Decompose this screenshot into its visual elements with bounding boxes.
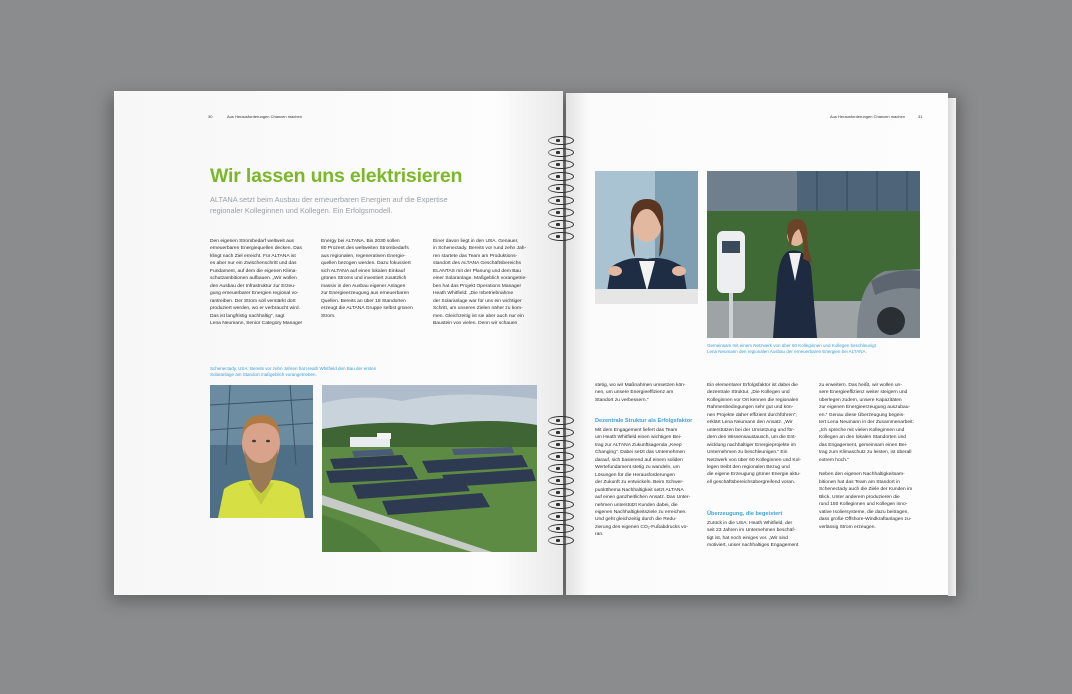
portrait-photo-heath-whitfield	[210, 385, 313, 518]
portrait-photo-lena-neumann	[595, 171, 698, 304]
heading-ueberzeugung: Überzeugung, die begeistert	[707, 511, 783, 517]
right-column-2-tail: Zurück in die USA: Heath Whitfield, der seit 23 Jahren im Unternehmen beschäf- tigt ist, hat noch einiges vor. „Wir sind motiviert, unser nachhaltiges Engagement	[707, 521, 799, 549]
left-page-number: 30	[208, 114, 213, 119]
left-column-2: Energy bei ALTANA. Bis 2030 sollen 80 Prozent des weltweiten Strombedarfs aus regionalen, regenerativen Energie- quellen bezogen werden. Dazu fokussiert sich ALTANA auf einen lokalen Einkauf grünen Stroms und investiert zusätzlich massiv in den Ausbau eigener Anlagen zur Energieerzeugung aus erneuerbaren Quellen. Bereits an über 18 Standorten erzeugt die ALTANA Gruppe selbst grünen Strom.	[321, 239, 413, 319]
article-title: Wir lassen uns elektrisieren	[210, 165, 463, 187]
right-column-1-body: Mit dem Engagement liefert das Team um Heath Whitfield einen wichtigen Bei- trag zur ALTANA Zukunftsagenda „Keep Changing“. Dabei setzt das Unternehmen darauf, sich basierend auf einem soliden Wertefundament stetig zu wandeln, um Lösungen für die Herausforderungen der Zukunft zu entwickeln. Beim Schwer- punktthema Nachhaltigkeit setzt ALTANA auf einen ganzheitlichen Ansatz. Das Unter- nehmen unterstützt Kunden dabei, die eigenen Nachhaltigkeitsziele zu erreichen. Und geht gleichzeitig durch die Redu- zierung des eigenen CO₂-Fußabdrucks vo- ran.	[595, 428, 691, 538]
solar-farm-aerial-photo	[322, 385, 537, 552]
article-subtitle: ALTANA setzt beim Ausbau der erneuerbaren Energien auf die Expertise regionaler Kolleginnen und Kollegen. Ein Erfolgsmodell.	[210, 195, 448, 215]
page-stack-edge	[948, 98, 956, 596]
left-column-1: Den eigenen Strombedarf weltweit aus erneuerbaren Energiequellen decken. Das klingt nach Ziel erreicht. Für ALTANA ist es aber nur ein Zwischenschritt und das Fundament, auf dem die eigenen Klima- schutzambitionen aufbauen. „Wir wollen den Ausbau der Infrastruktur zur Erzeu- gung erneuerbarer Energien regional vo- rantreiben. Der Strom soll verstärkt dort produziert werden, wo er verbraucht wird. Das ist langfristig nachhaltig“, sagt Lena Neumann, Senior Category Manager	[210, 239, 303, 326]
right-page	[566, 93, 948, 595]
right-column-2-body: Ein elementarer Erfolgsfaktor ist dabei die dezentrale Struktur. „Die Kollegen und Kolleginnen vor Ort kennen die regionalen Rahmenbedingungen sehr gut und kön- nen Projekte daher effizient durchführen“, erklärt Lena Neumann den Ansatz. „Wir unterstützen bei der Umsetzung und för- dern den Wissensaustausch, um die Ent- wicklung nachhaltiger Energieprojekte im Unternehmen zu beschleunigen.“ Ein Netzwerk von über 60 Kolleginnen und Kol- legen treibt den regionalen Bezug und die eigene Erzeugung grüner Energie aktu- ell geschäftsbereichsübergreifend voran.	[707, 383, 802, 485]
right-column-1-intro: stetig, wo wir Maßnahmen umsetzen kön- nen, um unsere Energieeffizienz am Standort zu verbessern.“	[595, 383, 686, 403]
left-photo-caption: Schenectady, USA: Bereits vor zehn Jahren hat Heath Whitfield den Bau der ersten Solaranlage am Standort maßgeblich vorangetrieben.	[210, 366, 377, 378]
right-page-number: 31	[918, 114, 923, 119]
left-column-3: Einer davon liegt in den USA. Genauer, in Schenectady. Bereits vor rund zehn Jah- ren startete das Team am Produktions- standort des ALTANA Geschäftsbereichs ELANTAS mit der Planung und dem Bau einer Solaranlage. Maßgeblich vorangetrie- ben hat das Projekt Operations Manager Heath Whitfield: „Die Inbetriebnahme der Solaranlage war für uns ein wichtiger Schritt, um unseren Zielen näher zu kom- men. Gleichzeitig ist sie aber auch nur ein Baustein von vielen. Denn wir schauen	[433, 239, 527, 326]
left-page	[114, 91, 563, 595]
left-running-header: Aus Herausforderungen Chancen machen	[227, 114, 302, 119]
ev-charging-station-photo	[707, 171, 920, 338]
right-running-header: Aus Herausforderungen Chancen machen	[830, 114, 905, 119]
right-photo-caption: Gemeinsam mit einem Netzwerk von über 60 Kolleginnen und Kollegen beschleunigt Lena Neumann den regionalen Ausbau der erneuerbaren Energien bei ALTANA.	[707, 343, 876, 355]
right-column-3-body: zu erweitern. Das heißt, wir wollen un- sere Energieeffizienz weiter steigern und überlegen zudem, unsere Kapazitäten zur eigenen Energieerzeugung auszubau- en.“ Genau diese Überzeugung begeis- tert Lena Neumann in der Zusammenarbeit: „Ich spreche mit vielen Kolleginnen und Kollegen an den lokalen Standorten und das Engagement, gemeinsam einen Bei- trag zum Klimaschutz zu leisten, ist überall extrem hoch.“ Neben den eigenen Nachhaltigkeitsam- bitionen hat das Team am Standort in Schenectady auch die Ziele der Kunden im Blick. Unter anderem produzieren die rund 150 Kolleginnen und Kollegen inno- vative Isoliersysteme, die dazu beitragen, dass große Offshore-Windkraftanlagen zu- verlässig Strom erzeugen.	[819, 383, 914, 530]
heading-dezentrale-struktur: Dezentrale Struktur als Erfolgsfaktor	[595, 418, 693, 424]
